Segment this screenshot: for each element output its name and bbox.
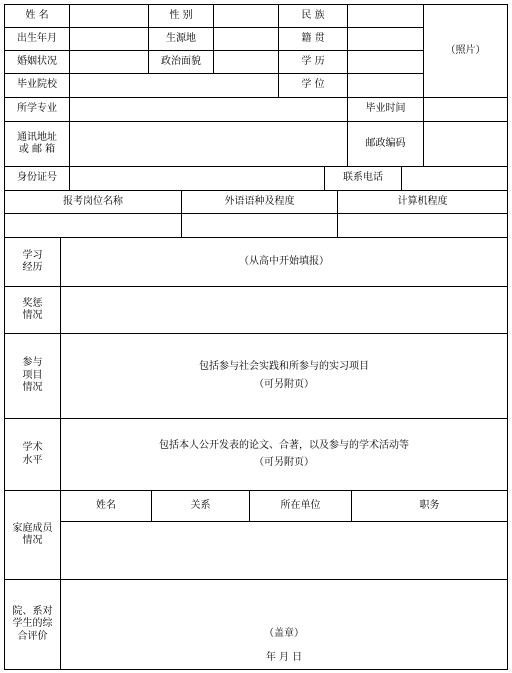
ethnicity-field[interactable] (347, 4, 424, 28)
major-label: 所学专业 (4, 97, 70, 122)
school-label: 毕业院校 (4, 73, 70, 98)
computer-label: 计算机程度 (337, 190, 508, 214)
marital-label: 婚姻状况 (4, 50, 70, 74)
projects-field[interactable] (60, 333, 508, 419)
family-col-name: 姓名 (60, 490, 152, 522)
ethnicity-label: 民 族 (278, 4, 348, 28)
postcode-field[interactable] (423, 121, 508, 167)
education-field[interactable] (347, 50, 424, 74)
study-hint: （从高中开始填报） (239, 255, 329, 267)
gender-label: 性 别 (148, 4, 214, 28)
evaluation-field[interactable] (60, 579, 508, 670)
degree-label: 学 位 (278, 73, 348, 98)
grad-time-field[interactable] (423, 97, 508, 122)
birth-field[interactable] (69, 27, 149, 51)
family-label: 家庭成员 情况 (4, 490, 61, 580)
id-field[interactable] (69, 166, 325, 191)
origin-label: 生源地 (148, 27, 214, 51)
native-place-field[interactable] (347, 27, 424, 51)
evaluation-label: 院、系对 学生的综 合评价 (4, 579, 61, 670)
school-field[interactable] (69, 73, 279, 98)
academic-note: （可另附页） (254, 457, 314, 468)
id-label: 身份证号 (4, 166, 70, 191)
family-col-post: 职务 (351, 490, 508, 522)
phone-label: 联系电话 (324, 166, 402, 191)
major-field[interactable] (69, 97, 348, 122)
academic-field[interactable] (60, 418, 508, 491)
projects-note: （可另附页） (254, 378, 314, 390)
gender-field[interactable] (213, 4, 279, 28)
study-field[interactable] (60, 237, 508, 287)
academic-hint: 包括本人公开发表的论文、合著，以及参与的学术活动等 (159, 439, 409, 451)
study-label: 学习 经历 (4, 237, 61, 287)
family-members-field[interactable] (60, 521, 508, 580)
computer-field[interactable] (337, 213, 508, 238)
marital-field[interactable] (69, 50, 149, 74)
education-label: 学 历 (278, 50, 348, 74)
language-field[interactable] (181, 213, 338, 238)
address-label: 通讯地址 或 邮 箱 (4, 121, 70, 167)
projects-hint: 包括参与社会实践和所参与的实习项目 (199, 361, 369, 372)
name-label: 姓 名 (4, 4, 70, 28)
job-label: 报考岗位名称 (4, 190, 182, 214)
native-place-label: 籍 贯 (278, 27, 348, 51)
language-label: 外语语种及程度 (181, 190, 338, 214)
degree-field[interactable] (347, 73, 424, 98)
projects-label: 参与 项目 情况 (4, 333, 61, 419)
political-label: 政治面貌 (148, 50, 214, 74)
name-field[interactable] (69, 4, 149, 28)
seal-text: （盖章） (264, 628, 304, 639)
grad-time-label: 毕业时间 (347, 97, 424, 122)
birth-label: 出生年月 (4, 27, 70, 51)
job-field[interactable] (4, 213, 182, 238)
family-col-unit: 所在单位 (249, 490, 352, 522)
family-col-relation: 关系 (151, 490, 250, 522)
academic-label: 学术 水平 (4, 418, 61, 491)
postcode-label: 邮政编码 (347, 121, 424, 167)
awards-field[interactable] (60, 286, 508, 334)
address-field[interactable] (69, 121, 348, 167)
political-field[interactable] (213, 50, 279, 74)
awards-label: 奖惩 情况 (4, 286, 61, 334)
date-text: 年 月 日 (265, 652, 303, 663)
photo-box[interactable]: （照片） (423, 4, 508, 98)
phone-field[interactable] (401, 166, 508, 191)
origin-field[interactable] (213, 27, 279, 51)
